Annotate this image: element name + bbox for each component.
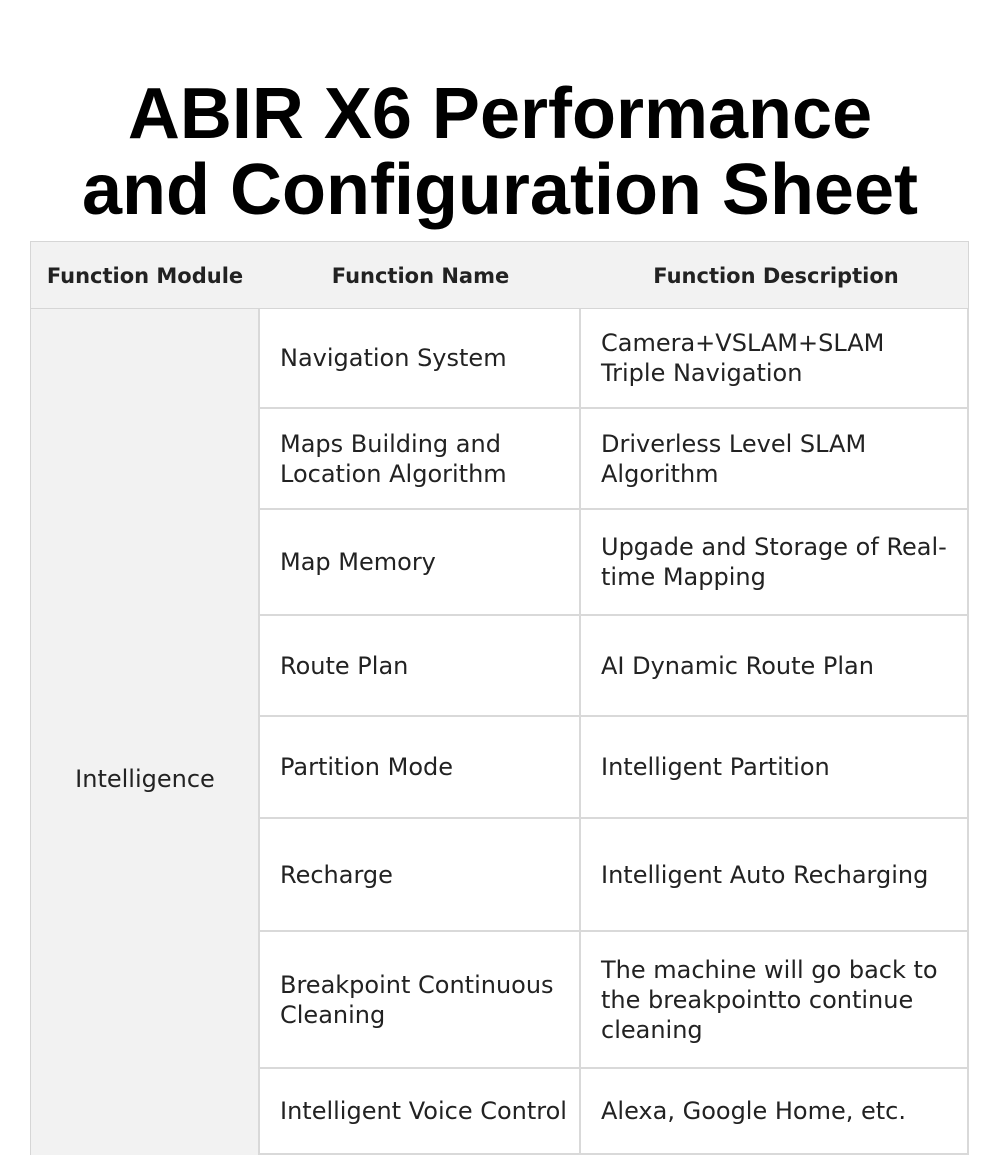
table-row — [258, 1069, 969, 1155]
table-row — [258, 819, 969, 932]
page-title-line-2: and Configuration Sheet — [82, 150, 918, 231]
function-description-cell: Upgade and Storage of Real-time Mapping — [581, 510, 969, 616]
function-description-cell: Driverless Level SLAM Algorithm — [581, 409, 969, 510]
function-name-cell: Breakpoint Continuous Cleaning — [258, 932, 581, 1069]
function-description-cell: The machine will go back to the breakpointto continue cleaning — [581, 932, 969, 1069]
table-row — [258, 510, 969, 616]
module-cell — [30, 309, 258, 1155]
page-title-line-1: ABIR X6 Performance — [127, 74, 873, 155]
table-row — [258, 932, 969, 1069]
table-row — [258, 309, 969, 409]
function-name-cell: Route Plan — [258, 616, 581, 717]
function-name-cell: Navigation System — [258, 309, 581, 409]
header-function-module: Function Module — [46, 264, 244, 288]
header-function-name: Function Name — [331, 264, 510, 288]
function-name-cell: Recharge — [258, 819, 581, 932]
table-row — [258, 717, 969, 819]
module-label: Intelligence — [75, 765, 215, 793]
function-description-cell: Alexa, Google Home, etc. — [581, 1069, 969, 1155]
function-name-cell: Maps Building and Location Algorithm — [258, 409, 581, 510]
function-description-cell: Intelligent Partition — [581, 717, 969, 819]
page-title — [0, 74, 1000, 231]
header-function-description: Function Description — [653, 264, 899, 288]
function-description-cell: AI Dynamic Route Plan — [581, 616, 969, 717]
table-row — [258, 409, 969, 510]
function-description-cell: Intelligent Auto Recharging — [581, 819, 969, 932]
table-header-row — [30, 241, 969, 309]
table-row — [258, 616, 969, 717]
function-name-cell: Partition Mode — [258, 717, 581, 819]
function-description-cell: Camera+VSLAM+SLAM Triple Navigation — [581, 309, 969, 409]
function-name-cell: Intelligent Voice Control — [258, 1069, 581, 1155]
function-name-cell: Map Memory — [258, 510, 581, 616]
